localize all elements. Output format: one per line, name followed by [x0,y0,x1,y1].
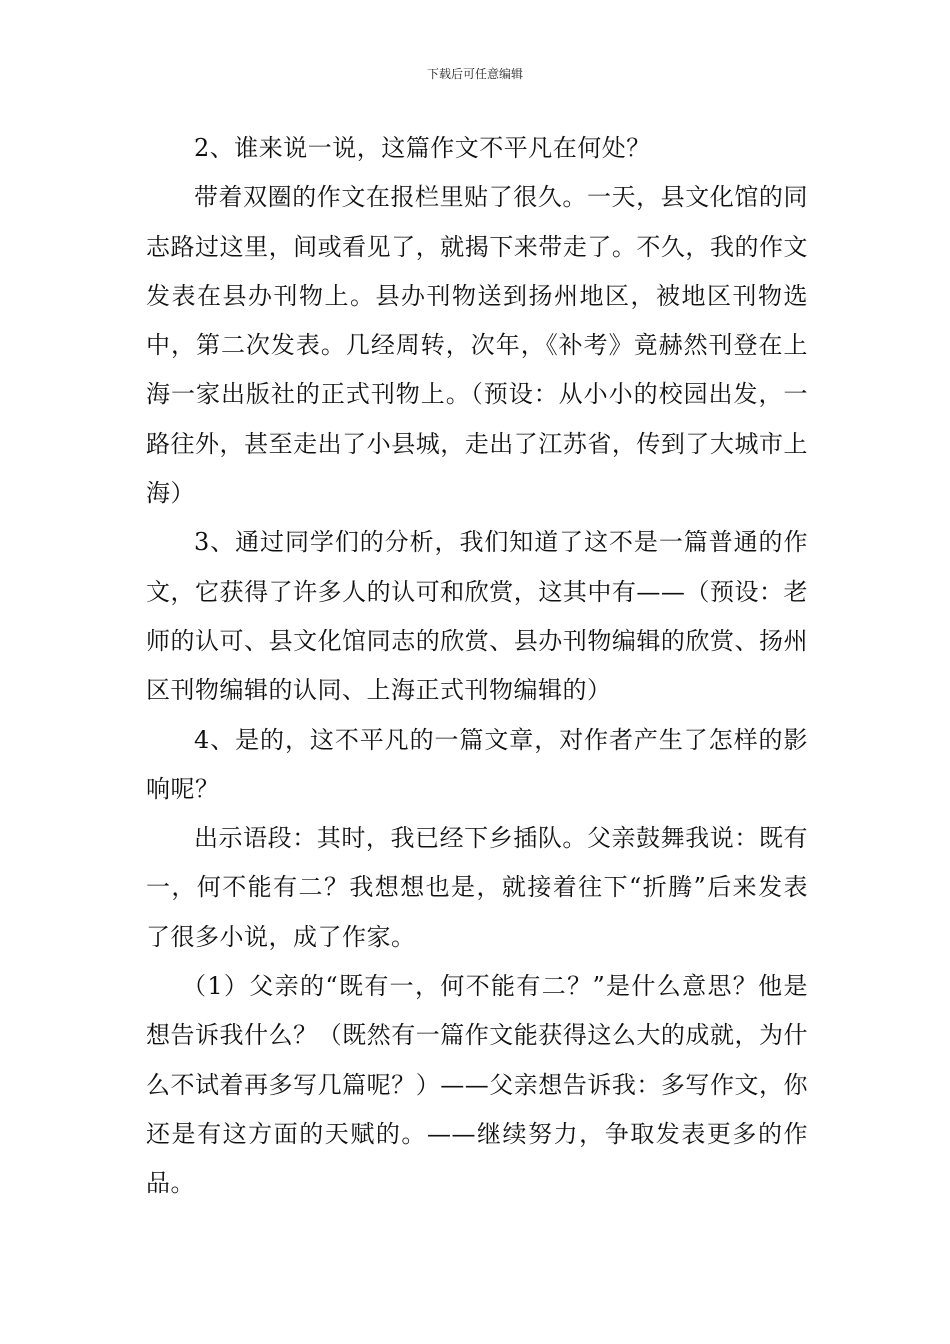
paragraph-sub-question-1: （1）父亲的“既有一，何不能有二？”是什么意思？他是想告诉我什么？（既然有一篇作文能获得这么大的成就，为什么不试着再多写几篇呢？）——父亲想告诉我：多写作文，你还是有这方面的天赋的。——继续努力，争取发表更多的作品。 [146,972,808,1198]
paragraph-question-3: 3、通过同学们的分析，我们知道了这不是一篇普通的作文，它获得了许多人的认可和欣赏，这其中有——（预设：老师的认可、县文化馆同志的欣赏、县办刊物编辑的欣赏、扬州区刊物编辑的认同、上海正式刊物编辑的） [146,528,808,705]
page-header: 下载后可任意编辑 [426,67,523,81]
paragraph-quote-story: 带着双圈的作文在报栏里贴了很久。一天，县文化馆的同志路过这里，间或看见了，就揭下来带走了。不久，我的作文发表在县办刊物上。县办刊物送到扬州地区，被地区刊物选中，第二次发表。几经周转，次年，《补考》竟赫然刊登在上海一家出版社的正式刊物上。（预设：从小小的校园出发，一路往外，甚至走出了小县城，走出了江苏省，传到了大城市上海） [146,183,808,508]
paragraph-question-4: 4、是的，这不平凡的一篇文章，对作者产生了怎样的影响呢？ [146,725,808,803]
paragraph-question-2: 2、谁来说一说，这篇作文不平凡在何处？ [194,134,651,162]
document-body [146,124,808,1209]
paragraph-excerpt: 出示语段：其时，我已经下乡插队。父亲鼓舞我说：既有一，何不能有二？我想想也是，就接着往下“折腾”后来发表了很多小说，成了作家。 [146,824,808,951]
